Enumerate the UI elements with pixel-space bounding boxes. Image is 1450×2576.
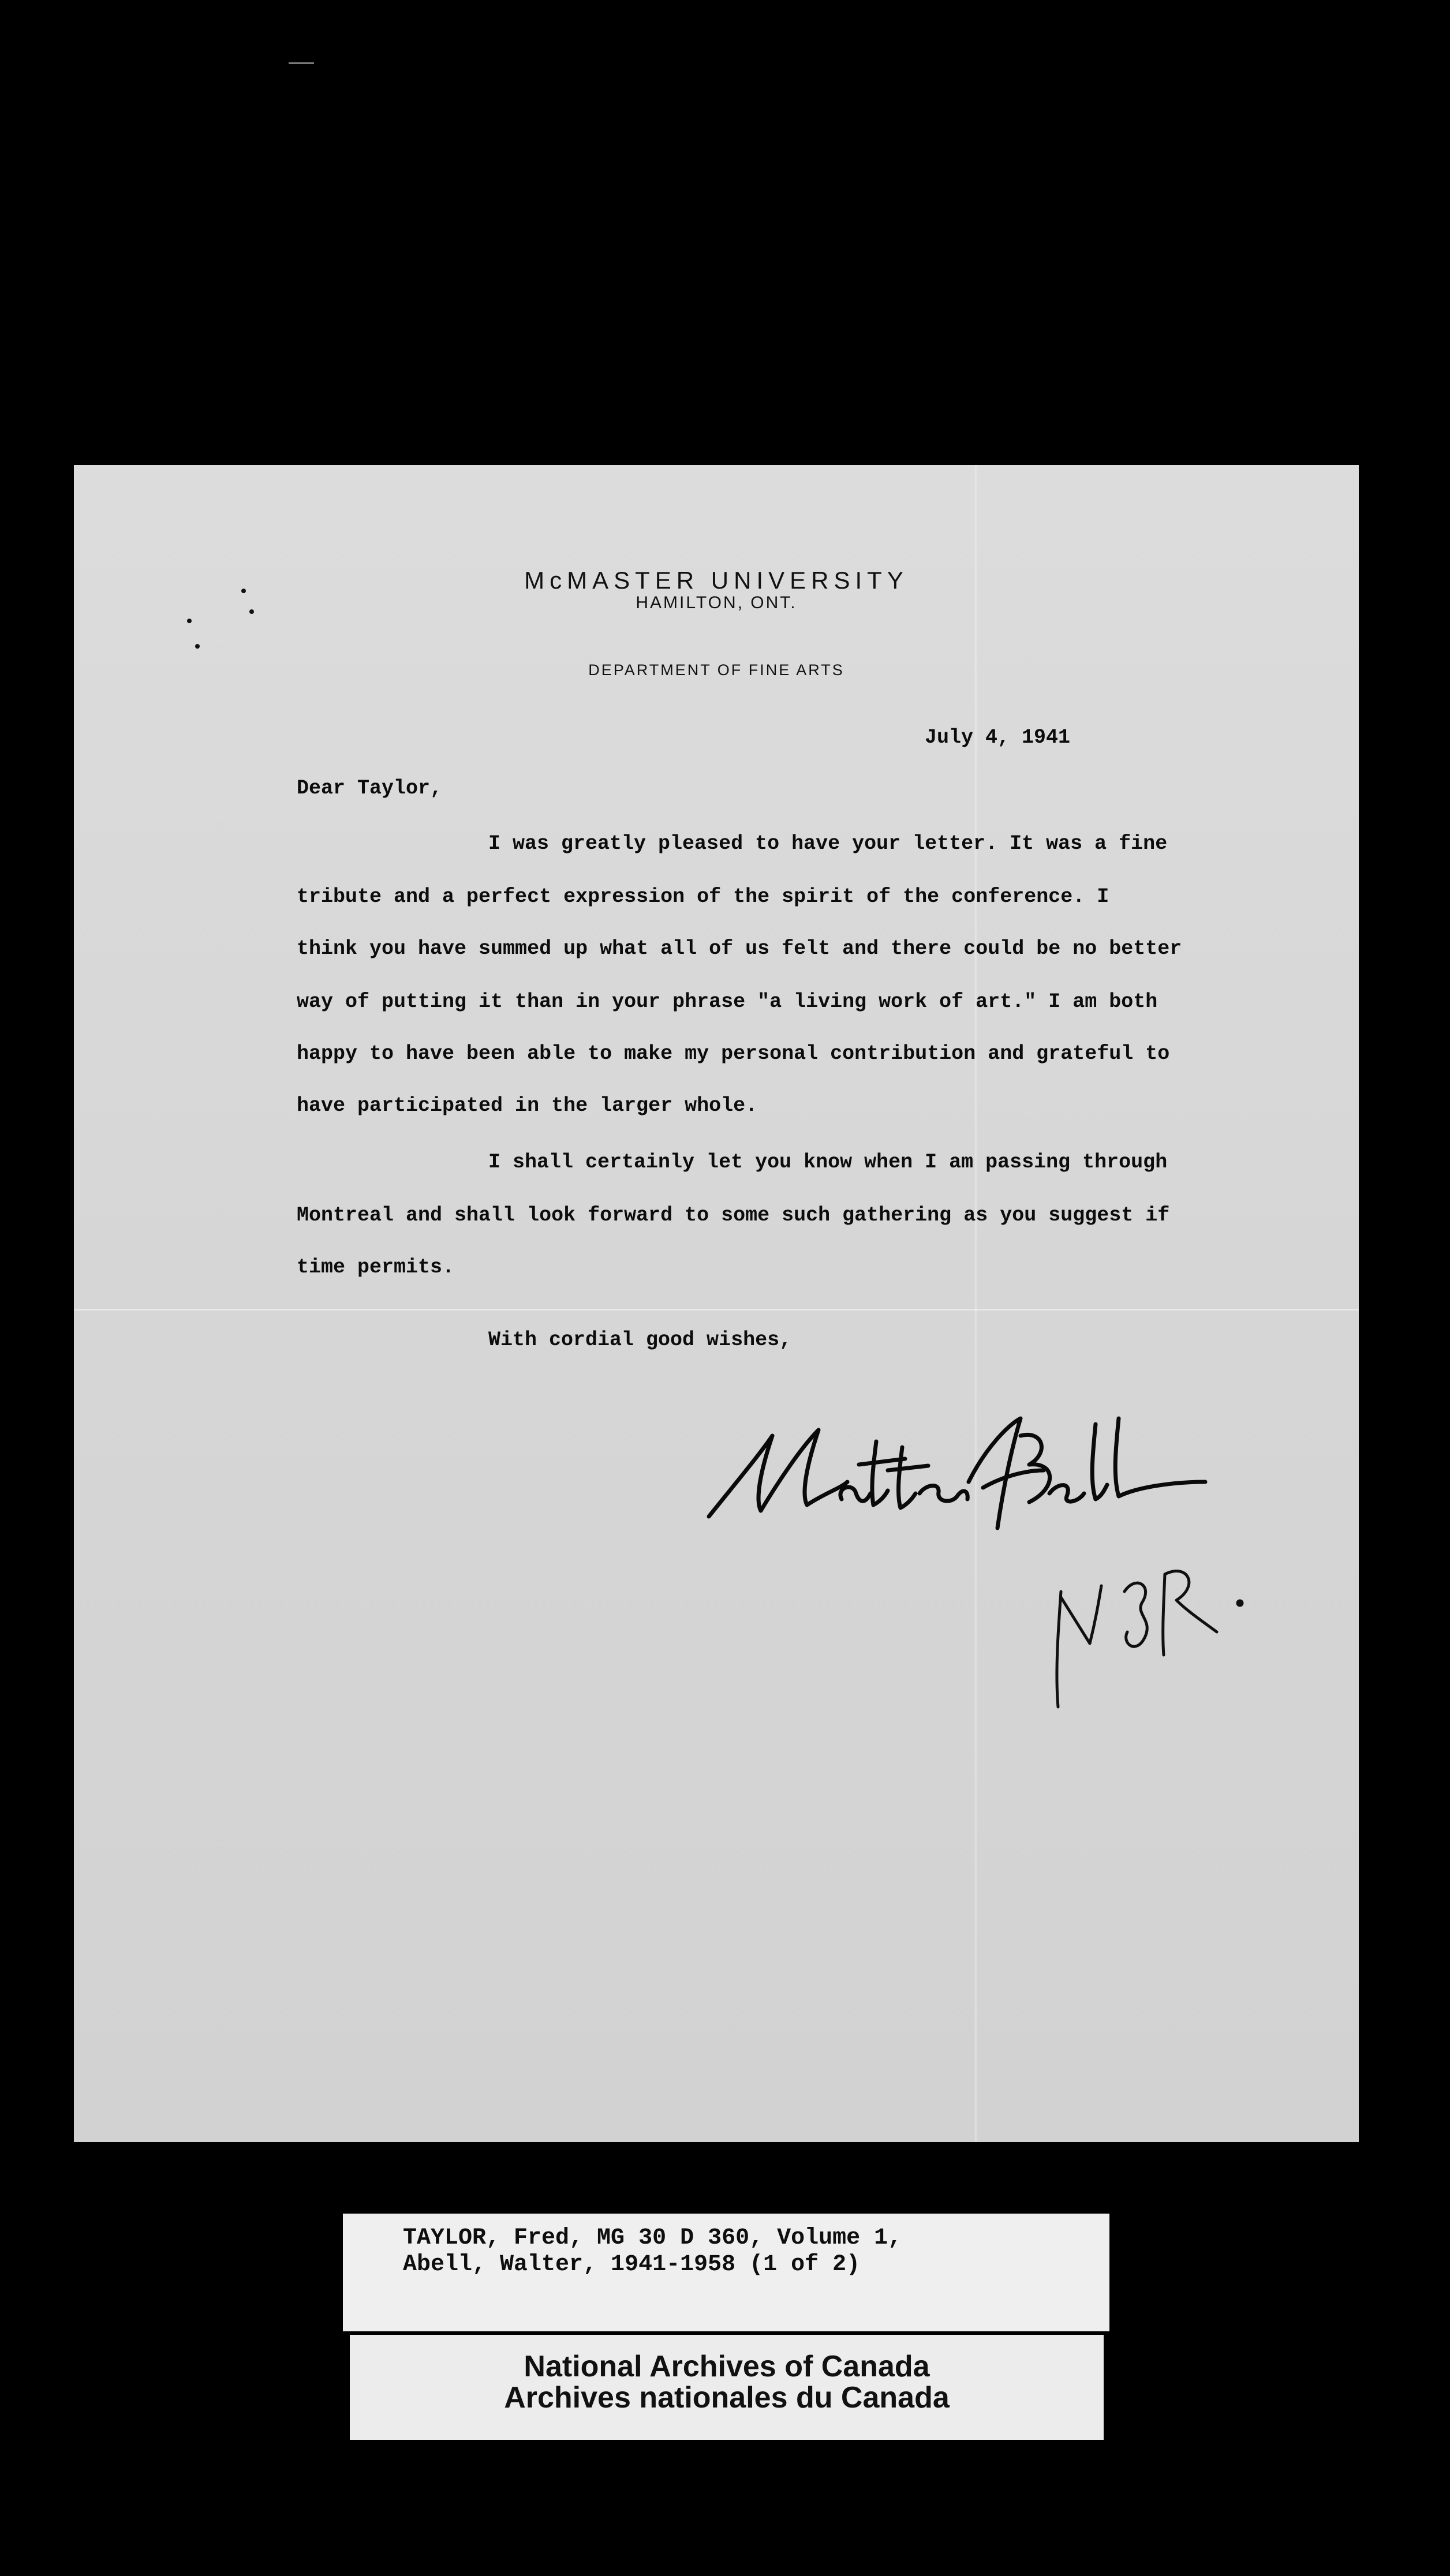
archive-stamp	[350, 2335, 1104, 2440]
body-line: happy to have been able to make my personal contribution and grateful to	[297, 1042, 1170, 1065]
archive-stamp-en: National Archives of Canada	[524, 2350, 930, 2383]
letter-date: July 4, 1941	[925, 726, 1071, 749]
closing: With cordial good wishes,	[488, 1328, 792, 1351]
archive-label-line2: Abell, Walter, 1941-1958 (1 of 2)	[403, 2252, 861, 2278]
salutation: Dear Taylor,	[297, 777, 443, 800]
letterhead-university: McMASTER UNIVERSITY	[524, 567, 909, 594]
body-line: Montreal and shall look forward to some such gathering as you suggest if	[297, 1204, 1170, 1227]
letterhead-city: HAMILTON, ONT.	[636, 593, 797, 612]
body-line: way of putting it than in your phrase "a living work of art." I am both	[297, 990, 1158, 1013]
fold-line	[74, 1309, 1359, 1311]
initials-wjr	[1057, 1571, 1242, 1707]
archive-reference-label	[343, 2214, 1109, 2331]
body-line: I shall certainly let you know when I am passing through	[488, 1151, 1168, 1174]
letter-page	[74, 465, 1359, 2142]
punch-mark	[195, 644, 200, 649]
signature-walter-abell	[709, 1418, 1205, 1528]
body-line: time permits.	[297, 1256, 455, 1279]
film-scratch	[289, 62, 314, 64]
body-line: tribute and a perfect expression of the spirit of the conference. I	[297, 885, 1109, 908]
body-line: have participated in the larger whole.	[297, 1094, 758, 1117]
archive-label-line1: TAYLOR, Fred, MG 30 D 360, Volume 1,	[403, 2225, 902, 2251]
body-line: think you have summed up what all of us felt and there could be no better	[297, 937, 1182, 960]
letterhead-department: DEPARTMENT OF FINE ARTS	[588, 661, 844, 679]
signature-area	[697, 1401, 1251, 1770]
archive-stamp-fr: Archives nationales du Canada	[504, 2381, 950, 2414]
punch-mark	[187, 619, 192, 623]
body-line: I was greatly pleased to have your letter. It was a fine	[488, 832, 1168, 855]
